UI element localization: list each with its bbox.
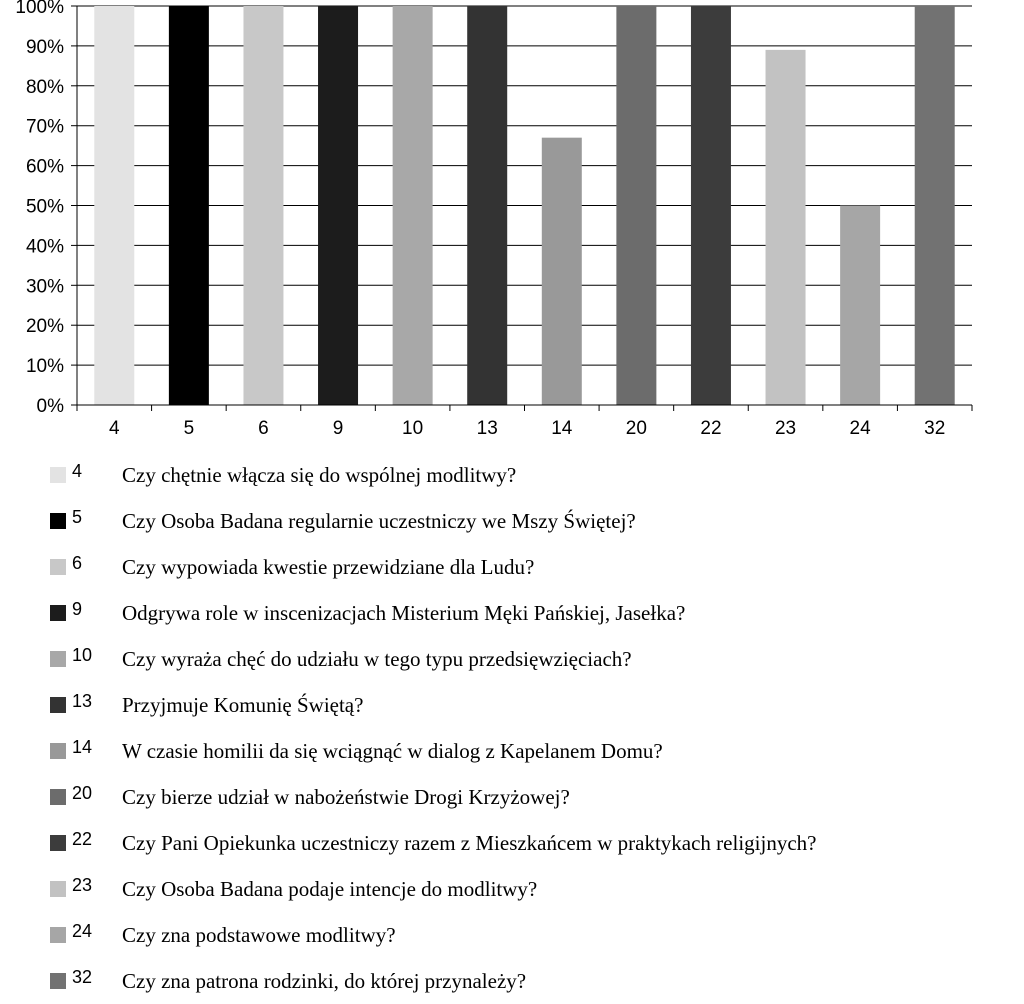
- y-tick-labels: [15, 0, 64, 417]
- legend-item: [50, 958, 1024, 1004]
- legend-swatch: [50, 559, 66, 575]
- x-tick-label: 22: [700, 418, 722, 439]
- legend-swatch: [50, 743, 66, 759]
- legend-label: Czy Osoba Badana regularnie uczestniczy we Mszy Świętej?: [122, 508, 636, 533]
- x-tick-label: 5: [183, 418, 195, 439]
- legend-swatch: [50, 973, 66, 989]
- y-tick-label: 10%: [25, 356, 64, 378]
- x-tick-label: 32: [924, 418, 946, 439]
- legend-item: [50, 498, 1024, 544]
- legend-label: Czy wyraża chęć do udziału w tego typu przedsięwzięciach?: [122, 646, 632, 671]
- legend-label: Czy wypowiada kwestie przewidziane dla Ludu?: [122, 554, 535, 579]
- legend-code: 13: [72, 690, 93, 711]
- legend-item: [50, 682, 1024, 728]
- bar: [616, 6, 656, 405]
- legend-label: Czy chętnie włącza się do wspólnej modlitwy?: [122, 462, 517, 487]
- legend-code: 9: [72, 598, 83, 619]
- y-tick-label: 30%: [25, 276, 64, 298]
- x-tick-label: 6: [258, 418, 269, 439]
- legend-swatch: [50, 697, 66, 713]
- bar: [393, 6, 433, 405]
- legend-item: [50, 636, 1024, 682]
- legend-item: [50, 774, 1024, 820]
- legend-code: 4: [72, 460, 83, 481]
- legend-swatch: [50, 513, 66, 529]
- legend-label: Czy zna podstawowe modlitwy?: [122, 922, 396, 947]
- y-tick-label: 20%: [25, 316, 64, 338]
- legend-label: Przyjmuje Komunię Świętą?: [122, 692, 364, 717]
- x-tick-label: 9: [332, 418, 344, 439]
- legend-item: [50, 820, 1024, 866]
- legend-swatch: [50, 605, 66, 621]
- legend-label: Czy bierze udział w nabożeństwie Drogi Krzyżowej?: [122, 784, 570, 809]
- legend-code: 20: [72, 782, 93, 803]
- x-tick-label: 24: [849, 418, 871, 439]
- x-tick-labels: [109, 418, 945, 439]
- bar: [840, 206, 880, 406]
- legend-item: [50, 912, 1024, 958]
- legend-code: 32: [72, 966, 93, 987]
- legend-swatch: [50, 789, 66, 805]
- bar: [243, 6, 283, 405]
- legend-item: [50, 866, 1024, 912]
- y-tick-label: 100%: [15, 0, 64, 18]
- y-tick-label: 0%: [36, 396, 64, 417]
- legend-code: 23: [72, 874, 93, 895]
- x-tick-label: 4: [109, 418, 120, 439]
- bar: [169, 6, 209, 405]
- bar: [94, 6, 134, 405]
- bar: [766, 50, 806, 405]
- y-tick-label: 60%: [25, 156, 64, 178]
- legend-code: 5: [72, 506, 83, 527]
- legend-swatch: [50, 835, 66, 851]
- legend-code: 10: [72, 644, 93, 665]
- y-tick-label: 70%: [25, 116, 64, 138]
- bar-chart: [0, 0, 1024, 450]
- bar: [691, 6, 731, 405]
- x-tick-label: 13: [476, 418, 498, 439]
- y-tick-label: 90%: [25, 36, 64, 58]
- y-tick-label: 50%: [25, 196, 64, 218]
- bar: [915, 6, 955, 405]
- legend-code: 6: [72, 552, 83, 573]
- gridlines: [77, 6, 972, 365]
- legend-item: [50, 452, 1024, 498]
- x-tick-label: 10: [402, 418, 424, 439]
- legend-label: W czasie homilii da się wciągnąć w dialog z Kapelanem Domu?: [122, 738, 663, 763]
- legend-label: Czy zna patrona rodzinki, do której przynależy?: [122, 968, 527, 993]
- legend-swatch: [50, 651, 66, 667]
- x-tick-label: 20: [625, 418, 647, 439]
- bar: [467, 6, 507, 405]
- legend-code: 24: [72, 920, 93, 941]
- legend: [50, 452, 1024, 1004]
- legend-label: Czy Pani Opiekunka uczestniczy razem z Mieszkańcem w praktykach religijnych?: [122, 830, 817, 855]
- bar: [318, 6, 358, 405]
- legend-code: 14: [72, 736, 93, 757]
- x-tick-label: 23: [774, 418, 797, 439]
- legend-label: Odgrywa role w inscenizacjach Misterium Męki Pańskiej, Jasełka?: [122, 600, 686, 625]
- y-tick-label: 80%: [25, 76, 64, 98]
- legend-item: [50, 728, 1024, 774]
- y-tick-label: 40%: [25, 236, 64, 258]
- legend-item: [50, 590, 1024, 636]
- legend-swatch: [50, 927, 66, 943]
- legend-swatch: [50, 467, 66, 483]
- legend-label: Czy Osoba Badana podaje intencje do modlitwy?: [122, 876, 538, 901]
- x-tick-label: 14: [551, 418, 573, 439]
- legend-code: 22: [72, 828, 93, 849]
- legend-swatch: [50, 881, 66, 897]
- bar: [542, 138, 582, 405]
- legend-item: [50, 544, 1024, 590]
